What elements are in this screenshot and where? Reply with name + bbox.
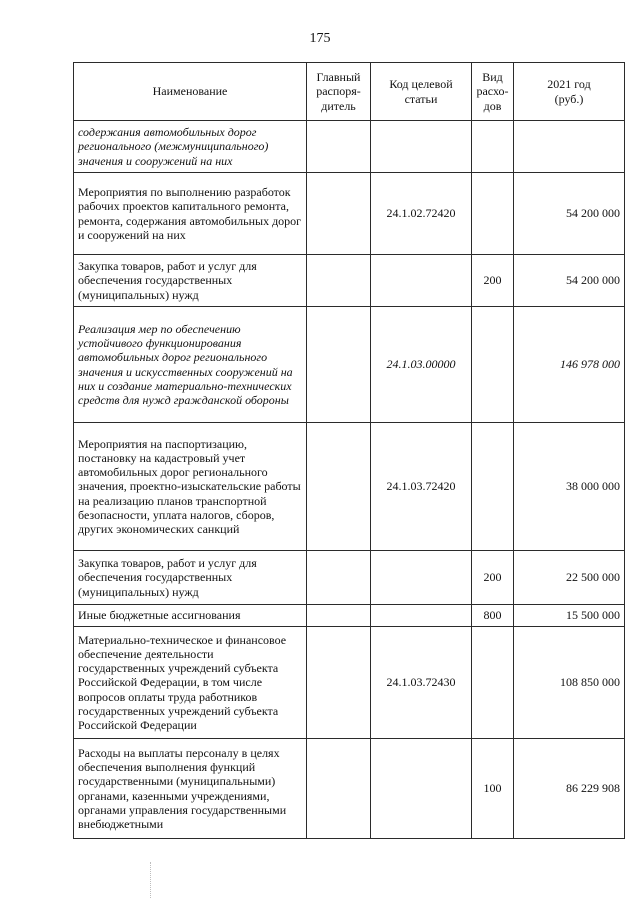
row-target-code xyxy=(371,605,472,627)
row-administrator xyxy=(307,307,371,423)
table-row xyxy=(74,605,625,627)
header-name-label: Наименование xyxy=(152,84,228,99)
row-amount: 86 229 908 xyxy=(514,739,625,839)
header-row xyxy=(74,63,625,121)
row-amount: 15 500 000 xyxy=(514,605,625,627)
header-amount xyxy=(514,63,625,121)
header-administrator-line3: дитель xyxy=(321,98,356,113)
row-name: Закупка товаров, работ и услуг для обеспечения государственных (муниципальных) нужд xyxy=(74,255,307,307)
row-name: Реализация мер по обеспечению устойчивого функционирования автомобильных дорог регионального значения и искусственных сооружений на них и создание материально-технических средств для нужд гражданской обороны xyxy=(74,307,307,423)
header-target-code-line2: статьи xyxy=(404,91,438,106)
header-administrator-line1: Главный xyxy=(316,70,361,85)
header-expense-type-line3: дов xyxy=(483,98,502,113)
header-amount-line1: 2021 год xyxy=(547,77,591,92)
row-administrator xyxy=(307,739,371,839)
row-administrator xyxy=(307,255,371,307)
row-administrator xyxy=(307,173,371,255)
row-name: Мероприятия на паспортизацию, постановку на кадастровый учет автомобильных дорог регионального значения, проектно-изыскательские работы на реализацию планов транспортной безопасности, уплата налогов, сборов, других экономических санкций xyxy=(74,423,307,551)
row-expense-type: 200 xyxy=(472,255,514,307)
budget-table xyxy=(73,62,625,839)
row-amount xyxy=(514,121,625,173)
header-expense-type-line2: расхо- xyxy=(476,84,509,99)
row-amount: 38 000 000 xyxy=(514,423,625,551)
header-target-code xyxy=(371,63,472,121)
row-amount: 146 978 000 xyxy=(514,307,625,423)
scan-artifact xyxy=(150,862,152,898)
row-name: Расходы на выплаты персоналу в целях обеспечения выполнения функций государственными (муниципальными) органами, казенными учреждениями, органами управления государственными внебюджетными xyxy=(74,739,307,839)
row-target-code: 24.1.03.00000 xyxy=(371,307,472,423)
header-name xyxy=(74,63,307,121)
row-administrator xyxy=(307,627,371,739)
row-target-code: 24.1.03.72430 xyxy=(371,627,472,739)
row-expense-type: 100 xyxy=(472,739,514,839)
row-amount: 22 500 000 xyxy=(514,551,625,605)
row-administrator xyxy=(307,121,371,173)
table-row xyxy=(74,255,625,307)
row-administrator xyxy=(307,423,371,551)
row-administrator xyxy=(307,605,371,627)
row-target-code: 24.1.03.72420 xyxy=(371,423,472,551)
table-row xyxy=(74,739,625,839)
row-amount: 108 850 000 xyxy=(514,627,625,739)
row-expense-type: 200 xyxy=(472,551,514,605)
row-expense-type xyxy=(472,307,514,423)
header-expense-type-line1: Вид xyxy=(482,70,503,85)
table-row xyxy=(74,423,625,551)
header-expense-type xyxy=(472,63,514,121)
header-amount-line2: (руб.) xyxy=(554,91,584,106)
row-expense-type xyxy=(472,121,514,173)
row-amount: 54 200 000 xyxy=(514,255,625,307)
row-name: содержания автомобильных дорог регионального (межмуниципального) значения и сооружений на них xyxy=(74,121,307,173)
row-name: Закупка товаров, работ и услуг для обеспечения государственных (муниципальных) нужд xyxy=(74,551,307,605)
table-row xyxy=(74,627,625,739)
header-administrator-line2: распоря- xyxy=(316,84,361,99)
row-amount: 54 200 000 xyxy=(514,173,625,255)
row-target-code xyxy=(371,255,472,307)
row-target-code xyxy=(371,551,472,605)
header-administrator xyxy=(307,63,371,121)
page-number: 175 xyxy=(309,31,331,46)
row-target-code: 24.1.02.72420 xyxy=(371,173,472,255)
table-row xyxy=(74,307,625,423)
row-target-code xyxy=(371,121,472,173)
row-target-code xyxy=(371,739,472,839)
table-row xyxy=(74,173,625,255)
row-name: Иные бюджетные ассигнования xyxy=(74,605,307,627)
row-name: Мероприятия по выполнению разработок рабочих проектов капитального ремонта, ремонта, содержания автомобильных дорог и сооружений на них xyxy=(74,173,307,255)
header-target-code-line1: Код целевой xyxy=(389,77,453,92)
row-expense-type xyxy=(472,423,514,551)
row-expense-type xyxy=(472,627,514,739)
table-row xyxy=(74,121,625,173)
row-expense-type xyxy=(472,173,514,255)
row-name: Материально-техническое и финансовое обеспечение деятельности государственных учреждений субъекта Российской Федерации, в том числе вопросов оплаты труда работников государственных учреждений субъекта Российской Федерации xyxy=(74,627,307,739)
row-expense-type: 800 xyxy=(472,605,514,627)
row-administrator xyxy=(307,551,371,605)
table-row xyxy=(74,551,625,605)
